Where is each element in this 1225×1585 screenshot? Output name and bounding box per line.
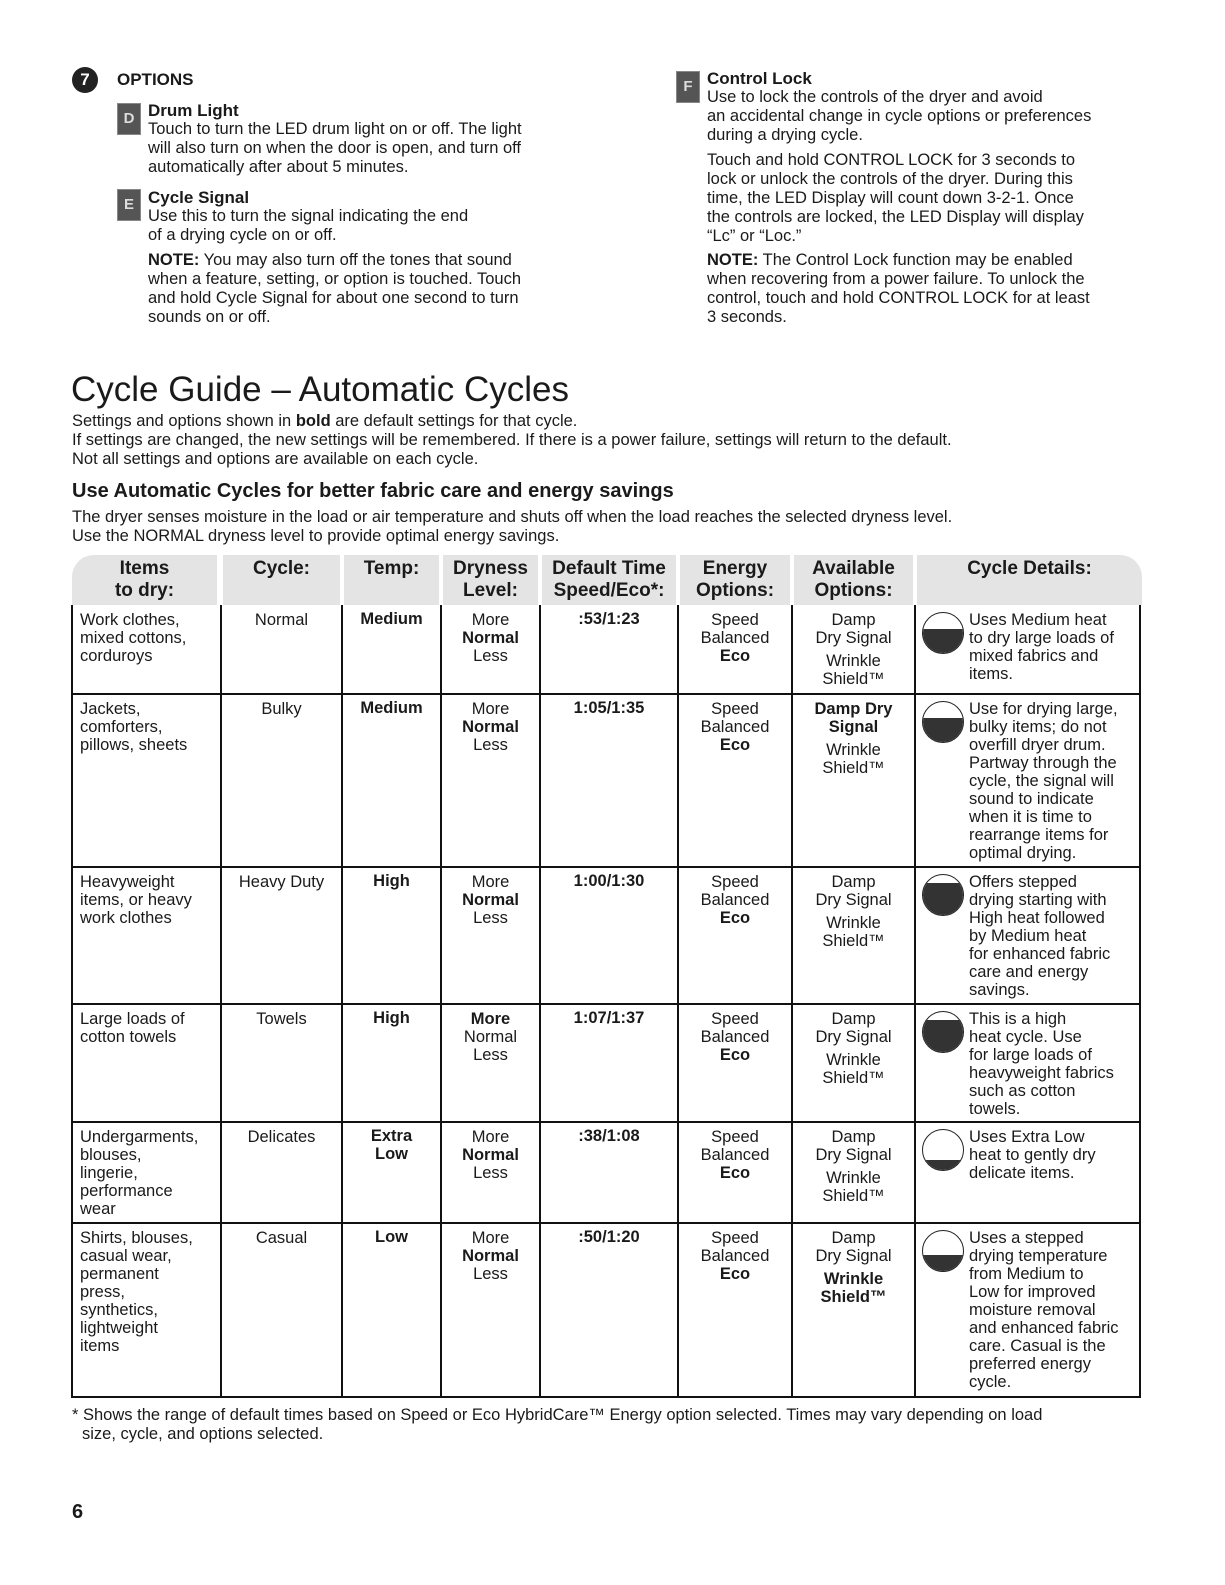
drum-light-letter-badge: D	[117, 103, 141, 135]
cycle-details-cell	[969, 1128, 1138, 1182]
column-header	[72, 555, 217, 605]
column-header-text: Cycle:	[252, 558, 311, 579]
cell-line: Partway through the	[969, 754, 1117, 772]
cell-line: Balanced	[700, 1146, 770, 1164]
cell-line: Shield™	[822, 1069, 885, 1087]
cell-line: This is a high	[969, 1010, 1067, 1028]
cycle-cell	[221, 1128, 342, 1146]
page-number: 6	[72, 1501, 84, 1523]
cell-line: Shield™	[822, 1187, 885, 1205]
cell-line: Wrinkle	[826, 1051, 881, 1069]
column-header-text: Energy	[702, 558, 768, 579]
cell-line: savings.	[969, 981, 1030, 999]
cell-line: :53/1:23	[578, 610, 640, 628]
cycle-details-cell	[969, 700, 1138, 862]
cell-line: :50/1:20	[578, 1228, 640, 1246]
column-header-text: Options:	[814, 580, 893, 601]
control-lock-letter-badge: F	[676, 71, 700, 103]
column-header	[794, 555, 913, 605]
cell-line: casual wear,	[80, 1247, 172, 1265]
cell-line: lightweight	[80, 1319, 158, 1337]
cell-line: Towels	[256, 1010, 307, 1028]
section-subtext: The dryer senses moisture in the load or air temperature and shuts off when the load reaches the selected dryness level. Use the NORMAL dryness level to provide optimal energy savings.	[72, 508, 953, 545]
cell-line: Balanced	[700, 629, 770, 647]
drum-light-text: Touch to turn the LED drum light on or off. The light will also turn on when the door is open, and turn off automatically after about 5 minutes.	[148, 120, 522, 176]
cell-line: Damp	[831, 1229, 876, 1247]
table-row-rule	[72, 1003, 1140, 1005]
cell-line: Dry Signal	[815, 1247, 892, 1265]
heat-level-fill	[923, 883, 963, 915]
control-lock-title: Control Lock	[707, 69, 812, 88]
drum-light-title: Drum Light	[148, 101, 239, 120]
cell-line: Dry Signal	[815, 1028, 892, 1046]
cell-line: from Medium to	[969, 1265, 1084, 1283]
cell-line: Signal	[828, 718, 879, 736]
cell-line: Delicates	[247, 1128, 316, 1146]
cell-line: blouses,	[80, 1146, 142, 1164]
temp-cell	[342, 1228, 441, 1246]
dryness-cell	[441, 1229, 540, 1283]
cycle-cell	[221, 1010, 342, 1028]
cell-line: More	[471, 873, 510, 891]
column-header	[344, 555, 439, 605]
cell-line: sound to indicate	[969, 790, 1094, 808]
dryness-cell	[441, 700, 540, 754]
cycle-cell	[221, 1229, 342, 1247]
cell-line: Damp	[831, 1010, 876, 1028]
cycle-signal-letter-badge: E	[117, 189, 141, 221]
column-header-text: Available	[812, 558, 895, 579]
table-column-rule	[341, 605, 343, 1398]
heat-level-fill	[923, 1255, 963, 1271]
cell-line: care. Casual is the	[969, 1337, 1106, 1355]
cell-line: lingerie,	[80, 1164, 138, 1182]
available-options-cell	[792, 611, 915, 688]
cell-line: Shield™	[822, 932, 885, 950]
dryness-cell	[441, 873, 540, 927]
items-cell	[80, 700, 217, 754]
cycle-signal-note: NOTE: You may also turn off the tones that sound when a feature, setting, or option is touched. Touch and hold Cycle Signal for about one second to turn sounds on or off.	[148, 251, 522, 326]
section-number-badge: 7	[72, 67, 98, 93]
cell-line: performance	[80, 1182, 173, 1200]
cycle-details-cell	[969, 1010, 1138, 1118]
column-header-text: Default Time	[552, 558, 666, 579]
table-column-rule	[71, 605, 73, 1398]
items-cell	[80, 873, 217, 927]
cell-line: Damp	[831, 873, 876, 891]
cell-line: More	[471, 1128, 510, 1146]
cell-line: Less	[473, 1046, 508, 1064]
cycle-details-cell	[969, 873, 1138, 999]
cycle-cell	[221, 611, 342, 629]
cell-line: Speed	[711, 1010, 759, 1028]
cell-line: Damp	[831, 611, 876, 629]
available-options-cell	[792, 1229, 915, 1306]
cell-line: Uses a stepped	[969, 1229, 1084, 1247]
cell-line: work clothes	[80, 909, 172, 927]
cycle-signal-title: Cycle Signal	[148, 188, 250, 207]
temp-cell	[342, 1127, 441, 1163]
cell-line: Balanced	[700, 1028, 770, 1046]
default-time-cell	[540, 610, 678, 628]
cell-line: Balanced	[700, 891, 770, 909]
column-header-text: to dry:	[114, 580, 175, 601]
control-lock-text: Use to lock the controls of the dryer and avoid an accidental change in cycle options or preferences during a drying cycle.	[707, 88, 1092, 144]
cell-line: Dry Signal	[815, 891, 892, 909]
cell-line: Use for drying large,	[969, 700, 1118, 718]
cell-line: More	[471, 1229, 510, 1247]
cell-line: Low for improved	[969, 1283, 1096, 1301]
cell-line: Bulky	[261, 700, 302, 718]
column-header	[917, 555, 1142, 605]
cell-line: Wrinkle	[826, 914, 881, 932]
cell-line: corduroys	[80, 647, 153, 665]
cell-line: comforters,	[80, 718, 163, 736]
heat-level-icon	[922, 701, 964, 743]
cell-line: Speed	[711, 611, 759, 629]
cell-line: such as cotton	[969, 1082, 1076, 1100]
cell-line: optimal drying.	[969, 844, 1077, 862]
cell-line: Offers stepped	[969, 873, 1077, 891]
cell-line: More	[470, 1010, 511, 1028]
cell-line: items	[80, 1337, 120, 1355]
temp-cell	[342, 699, 441, 717]
column-header	[680, 555, 790, 605]
column-header-text: Speed/Eco*:	[553, 580, 665, 601]
cell-line: Low	[375, 1228, 408, 1246]
cell-line: Damp	[831, 1128, 876, 1146]
cell-line: care and energy	[969, 963, 1089, 981]
default-time-cell	[540, 872, 678, 890]
available-options-cell	[792, 873, 915, 950]
cell-line: drying temperature	[969, 1247, 1108, 1265]
cell-line: press,	[80, 1283, 125, 1301]
cell-line: Jackets,	[80, 700, 141, 718]
table-row-rule	[72, 1121, 1140, 1123]
cell-line: synthetics,	[80, 1301, 158, 1319]
cell-line: 1:00/1:30	[573, 872, 645, 890]
cell-line: More	[471, 700, 510, 718]
cell-line: Uses Medium heat	[969, 611, 1107, 629]
guide-intro: Settings and options shown in bold are default settings for that cycle. If settings are changed, the new settings will be remembered. If there is a power failure, settings will return to the default. Not all settings and options are available on each cycle.	[72, 412, 952, 468]
cell-line: High	[373, 1009, 410, 1027]
cell-line: Normal	[462, 1247, 519, 1265]
table-row-rule	[72, 1222, 1140, 1224]
cell-line: 1:05/1:35	[573, 699, 645, 717]
cell-line: Heavy Duty	[238, 873, 325, 891]
energy-options-cell	[678, 611, 792, 665]
cell-line: drying starting with	[969, 891, 1107, 909]
cell-line: Undergarments,	[80, 1128, 199, 1146]
cell-line: pillows, sheets	[80, 736, 188, 754]
table-column-rule	[1139, 605, 1141, 1398]
table-column-rule	[220, 605, 222, 1398]
temp-cell	[342, 872, 441, 890]
cell-line: Work clothes,	[80, 611, 180, 629]
items-cell	[80, 1010, 217, 1046]
column-header-text: Cycle Details:	[967, 558, 1092, 579]
column-header	[443, 555, 538, 605]
cell-line: Wrinkle	[826, 741, 881, 759]
available-options-cell	[792, 1010, 915, 1087]
options-heading: OPTIONS	[117, 70, 194, 89]
cell-line: Normal	[462, 1146, 519, 1164]
cell-line: Medium	[360, 699, 423, 717]
cell-line: when it is time to	[969, 808, 1092, 826]
cell-line: Eco	[719, 1265, 751, 1283]
energy-options-cell	[678, 873, 792, 927]
cell-line: Shield™	[822, 759, 885, 777]
cell-line: Speed	[711, 1229, 759, 1247]
cell-line: Wrinkle	[823, 1270, 884, 1288]
column-header-text: Dryness	[453, 558, 528, 579]
cell-line: for large loads of	[969, 1046, 1092, 1064]
cell-line: Speed	[711, 1128, 759, 1146]
cell-line: cotton towels	[80, 1028, 177, 1046]
footnote: * Shows the range of default times based on Speed or Eco HybridCare™ Energy option selected. Times may vary depending on load size, cycle, and options selected.	[72, 1406, 1043, 1443]
cell-line: mixed fabrics and	[969, 647, 1099, 665]
heat-level-icon	[922, 1230, 964, 1272]
cell-line: Normal	[463, 1028, 518, 1046]
cell-line: Speed	[711, 700, 759, 718]
cell-line: Normal	[254, 611, 309, 629]
cell-line: Medium	[360, 610, 423, 628]
table-row-rule	[72, 866, 1140, 868]
cell-line: More	[471, 611, 510, 629]
cell-line: items.	[969, 665, 1014, 683]
cell-line: Normal	[462, 891, 519, 909]
cell-line: Uses Extra Low	[969, 1128, 1085, 1146]
cell-line: Less	[473, 1265, 508, 1283]
cell-line: Eco	[719, 909, 751, 927]
cell-line: Wrinkle	[826, 652, 881, 670]
cell-line: heat to gently dry	[969, 1146, 1096, 1164]
energy-options-cell	[678, 1010, 792, 1064]
cell-line: Casual	[255, 1229, 308, 1247]
temp-cell	[342, 610, 441, 628]
cell-line: preferred energy	[969, 1355, 1091, 1373]
cell-line: Shirts, blouses,	[80, 1229, 193, 1247]
dryness-cell	[441, 1010, 540, 1064]
column-header	[223, 555, 340, 605]
cell-line: Shield™	[822, 670, 885, 688]
cell-line: bulky items; do not	[969, 718, 1107, 736]
cell-line: by Medium heat	[969, 927, 1087, 945]
table-row-rule	[72, 1396, 1140, 1398]
cell-line: Dry Signal	[815, 629, 892, 647]
heat-level-icon	[922, 1011, 964, 1053]
cell-line: moisture removal	[969, 1301, 1096, 1319]
cell-line: for enhanced fabric	[969, 945, 1111, 963]
cell-line: Eco	[719, 736, 751, 754]
column-header-text: Options:	[695, 580, 775, 601]
cell-line: Speed	[711, 873, 759, 891]
section-subheading: Use Automatic Cycles for better fabric care and energy savings	[72, 480, 674, 502]
available-options-cell	[792, 700, 915, 777]
energy-options-cell	[678, 700, 792, 754]
cell-line: Shield™	[820, 1288, 887, 1306]
heat-level-fill	[923, 718, 963, 742]
cell-line: Less	[473, 647, 508, 665]
cell-line: Wrinkle	[826, 1169, 881, 1187]
cell-line: High	[373, 872, 410, 890]
cell-line: delicate items.	[969, 1164, 1075, 1182]
cell-line: cycle, the signal will	[969, 772, 1114, 790]
items-cell	[80, 1128, 217, 1218]
cycle-signal-text: Use this to turn the signal indicating the end of a drying cycle on or off.	[148, 207, 469, 244]
cycle-cell	[221, 873, 342, 891]
cell-line: Less	[473, 1164, 508, 1182]
column-header-text: Temp:	[363, 558, 420, 579]
cell-line: rearrange items for	[969, 826, 1109, 844]
energy-options-cell	[678, 1128, 792, 1182]
heat-level-fill	[923, 1020, 963, 1052]
cell-line: Damp Dry	[814, 700, 893, 718]
control-lock-note: NOTE: The Control Lock function may be enabled when recovering from a power failure. To unlock the control, touch and hold CONTROL LOCK for at least 3 seconds.	[707, 251, 1090, 326]
cell-line: Balanced	[700, 1247, 770, 1265]
default-time-cell	[540, 699, 678, 717]
table-row-rule	[72, 693, 1140, 695]
cell-line: Dry Signal	[815, 1146, 892, 1164]
cell-line: wear	[80, 1200, 116, 1218]
cell-line: mixed cottons,	[80, 629, 187, 647]
cell-line: and enhanced fabric	[969, 1319, 1119, 1337]
cell-line: towels.	[969, 1100, 1021, 1118]
cycle-details-cell	[969, 1229, 1138, 1391]
cell-line: Low	[375, 1145, 408, 1163]
cell-line: items, or heavy	[80, 891, 192, 909]
heat-level-fill	[923, 629, 963, 653]
cell-line: heavyweight fabrics	[969, 1064, 1114, 1082]
cell-line: Less	[473, 736, 508, 754]
cell-line: Normal	[462, 629, 519, 647]
energy-options-cell	[678, 1229, 792, 1283]
cell-line: heat cycle. Use	[969, 1028, 1082, 1046]
cell-line: cycle.	[969, 1373, 1012, 1391]
column-header	[542, 555, 676, 605]
cell-line: Eco	[719, 1046, 751, 1064]
cell-line: Balanced	[700, 718, 770, 736]
heat-level-fill	[923, 1160, 963, 1170]
cell-line: Normal	[462, 718, 519, 736]
cell-line: Extra	[370, 1127, 413, 1145]
cell-line: Large loads of	[80, 1010, 185, 1028]
cycle-details-cell	[969, 611, 1138, 683]
cell-line: to dry large loads of	[969, 629, 1114, 647]
page-title: Cycle Guide – Automatic Cycles	[71, 370, 569, 409]
control-lock-text2: Touch and hold CONTROL LOCK for 3 seconds to lock or unlock the controls of the dryer. During this time, the LED Display will count down 3-2-1. Once the controls are locked, the LED Display will display “Lc” or “Loc.”	[707, 151, 1084, 245]
items-cell	[80, 611, 217, 665]
cell-line: :38/1:08	[578, 1127, 640, 1145]
items-cell	[80, 1229, 217, 1355]
table-header	[72, 555, 1142, 606]
heat-level-icon	[922, 874, 964, 916]
cell-line: Eco	[719, 1164, 751, 1182]
cell-line: Eco	[719, 647, 751, 665]
column-header-text: Items	[119, 558, 170, 579]
default-time-cell	[540, 1127, 678, 1145]
cycle-cell	[221, 700, 342, 718]
cell-line: Heavyweight	[80, 873, 175, 891]
heat-level-icon	[922, 612, 964, 654]
cell-line: Less	[473, 909, 508, 927]
default-time-cell	[540, 1228, 678, 1246]
available-options-cell	[792, 1128, 915, 1205]
heat-level-icon	[922, 1129, 964, 1171]
cell-line: permanent	[80, 1265, 159, 1283]
column-header-text: Level:	[463, 580, 518, 601]
dryness-cell	[441, 1128, 540, 1182]
default-time-cell	[540, 1009, 678, 1027]
cell-line: High heat followed	[969, 909, 1105, 927]
cell-line: overfill dryer drum.	[969, 736, 1106, 754]
cell-line: 1:07/1:37	[573, 1009, 645, 1027]
temp-cell	[342, 1009, 441, 1027]
dryness-cell	[441, 611, 540, 665]
